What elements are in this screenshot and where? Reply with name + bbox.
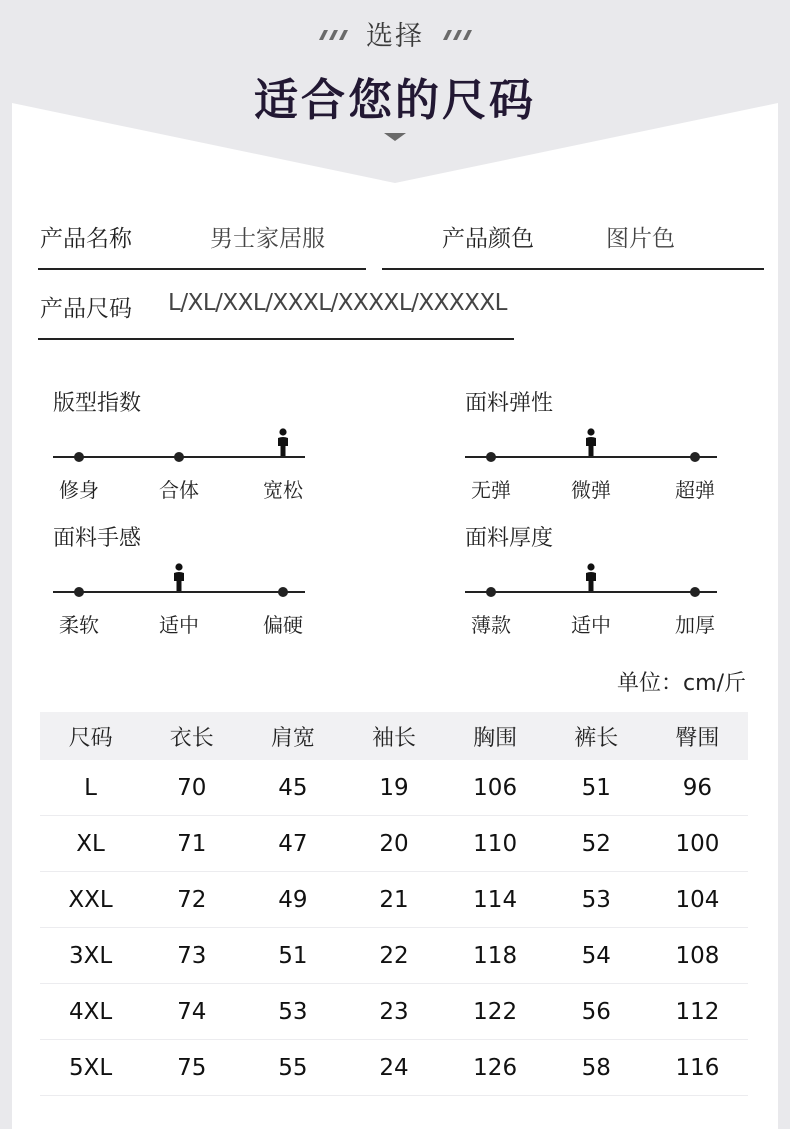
person-indicator-icon	[276, 428, 290, 460]
slider-label: 微弹	[571, 478, 611, 502]
table-cell: 4XL	[40, 984, 141, 1040]
slider-dot	[486, 452, 496, 462]
table-cell: 72	[141, 872, 242, 928]
slider-dot	[74, 587, 84, 597]
table-cell: 21	[343, 872, 444, 928]
table-cell: 110	[445, 816, 546, 872]
slider-title: 面料厚度	[465, 526, 554, 551]
table-cell: 114	[445, 872, 546, 928]
table-cell: 75	[141, 1040, 242, 1096]
table-cell: 118	[445, 928, 546, 984]
slider-label: 适中	[159, 613, 199, 637]
size-table	[40, 712, 748, 1096]
table-row	[40, 1040, 748, 1096]
page-title: 适合您的尺码	[254, 75, 536, 126]
product-size-value: L/XL/XXL/XXXL/XXXXL/XXXXXL	[168, 290, 507, 316]
person-indicator-icon	[584, 563, 598, 595]
elasticity-index-slider	[465, 386, 725, 506]
table-cell: 70	[141, 760, 242, 816]
table-cell: 5XL	[40, 1040, 141, 1096]
table-cell: 52	[546, 816, 647, 872]
slider-label: 适中	[571, 613, 611, 637]
slider-dot	[690, 452, 700, 462]
slider-dot	[74, 452, 84, 462]
table-cell: 58	[546, 1040, 647, 1096]
product-name-label: 产品名称	[40, 226, 132, 252]
product-color-label: 产品颜色	[442, 226, 534, 252]
table-cell: 126	[445, 1040, 546, 1096]
table-body	[40, 760, 748, 1096]
table-cell: 53	[546, 872, 647, 928]
chevron-down-icon	[384, 133, 406, 141]
unit-label: 单位：cm/斤	[617, 671, 746, 696]
table-cell: 71	[141, 816, 242, 872]
dashes-left-icon	[316, 30, 350, 40]
table-cell: L	[40, 760, 141, 816]
product-name-field	[38, 200, 366, 270]
table-header-cell: 尺码	[40, 712, 141, 760]
fit-index-slider	[53, 386, 313, 506]
slider-dot	[174, 452, 184, 462]
slider-label: 修身	[59, 478, 99, 502]
table-row	[40, 928, 748, 984]
table-cell: 96	[647, 760, 748, 816]
table-row	[40, 760, 748, 816]
slider-label: 超弹	[675, 478, 715, 502]
header-subtitle: 选择	[366, 21, 424, 52]
table-header-cell: 臀围	[647, 712, 748, 760]
table-cell: 56	[546, 984, 647, 1040]
table-cell: 45	[242, 760, 343, 816]
table-cell: 3XL	[40, 928, 141, 984]
thickness-index-slider	[465, 521, 725, 641]
table-row	[40, 872, 748, 928]
table-cell: 23	[343, 984, 444, 1040]
person-indicator-icon	[584, 428, 598, 460]
table-cell: 19	[343, 760, 444, 816]
table-cell: 108	[647, 928, 748, 984]
table-header-cell: 袖长	[343, 712, 444, 760]
table-cell: 116	[647, 1040, 748, 1096]
table-header-cell: 衣长	[141, 712, 242, 760]
slider-label: 加厚	[675, 613, 715, 637]
table-cell: 49	[242, 872, 343, 928]
person-indicator-icon	[172, 563, 186, 595]
slider-label: 偏硬	[263, 613, 303, 637]
table-cell: 51	[546, 760, 647, 816]
table-cell: 100	[647, 816, 748, 872]
table-row	[40, 984, 748, 1040]
slider-label: 薄款	[471, 613, 511, 637]
table-cell: 74	[141, 984, 242, 1040]
table-cell: 55	[242, 1040, 343, 1096]
slider-title: 面料手感	[53, 526, 142, 551]
divider	[38, 338, 514, 340]
table-cell: 24	[343, 1040, 444, 1096]
slider-label: 合体	[159, 478, 199, 502]
product-size-field	[38, 270, 514, 340]
table-cell: 51	[242, 928, 343, 984]
slider-dot	[690, 587, 700, 597]
table-cell: 22	[343, 928, 444, 984]
slider-label: 宽松	[263, 478, 303, 502]
slider-label: 柔软	[59, 613, 99, 637]
slider-title: 面料弹性	[465, 391, 554, 416]
table-header-cell: 肩宽	[242, 712, 343, 760]
table-cell: 112	[647, 984, 748, 1040]
slider-dot	[278, 587, 288, 597]
dashes-right-icon	[440, 30, 474, 40]
table-header-row	[40, 712, 748, 760]
product-color-field	[382, 200, 764, 270]
product-color-value: 图片色	[606, 226, 675, 252]
table-row	[40, 816, 748, 872]
table-cell: 106	[445, 760, 546, 816]
slider-label: 无弹	[471, 478, 511, 502]
table-cell: 53	[242, 984, 343, 1040]
table-cell: 54	[546, 928, 647, 984]
header-subtitle-row	[0, 14, 790, 53]
table-cell: 104	[647, 872, 748, 928]
table-header-cell: 胸围	[445, 712, 546, 760]
table-header-cell: 裤长	[546, 712, 647, 760]
slider-title: 版型指数	[53, 391, 142, 416]
softness-index-slider	[53, 521, 313, 641]
slider-dot	[486, 587, 496, 597]
table-cell: 47	[242, 816, 343, 872]
product-name-value: 男士家居服	[210, 226, 325, 252]
table-cell: XL	[40, 816, 141, 872]
table-cell: XXL	[40, 872, 141, 928]
table-cell: 122	[445, 984, 546, 1040]
table-cell: 20	[343, 816, 444, 872]
table-cell: 73	[141, 928, 242, 984]
product-size-label: 产品尺码	[40, 296, 132, 322]
